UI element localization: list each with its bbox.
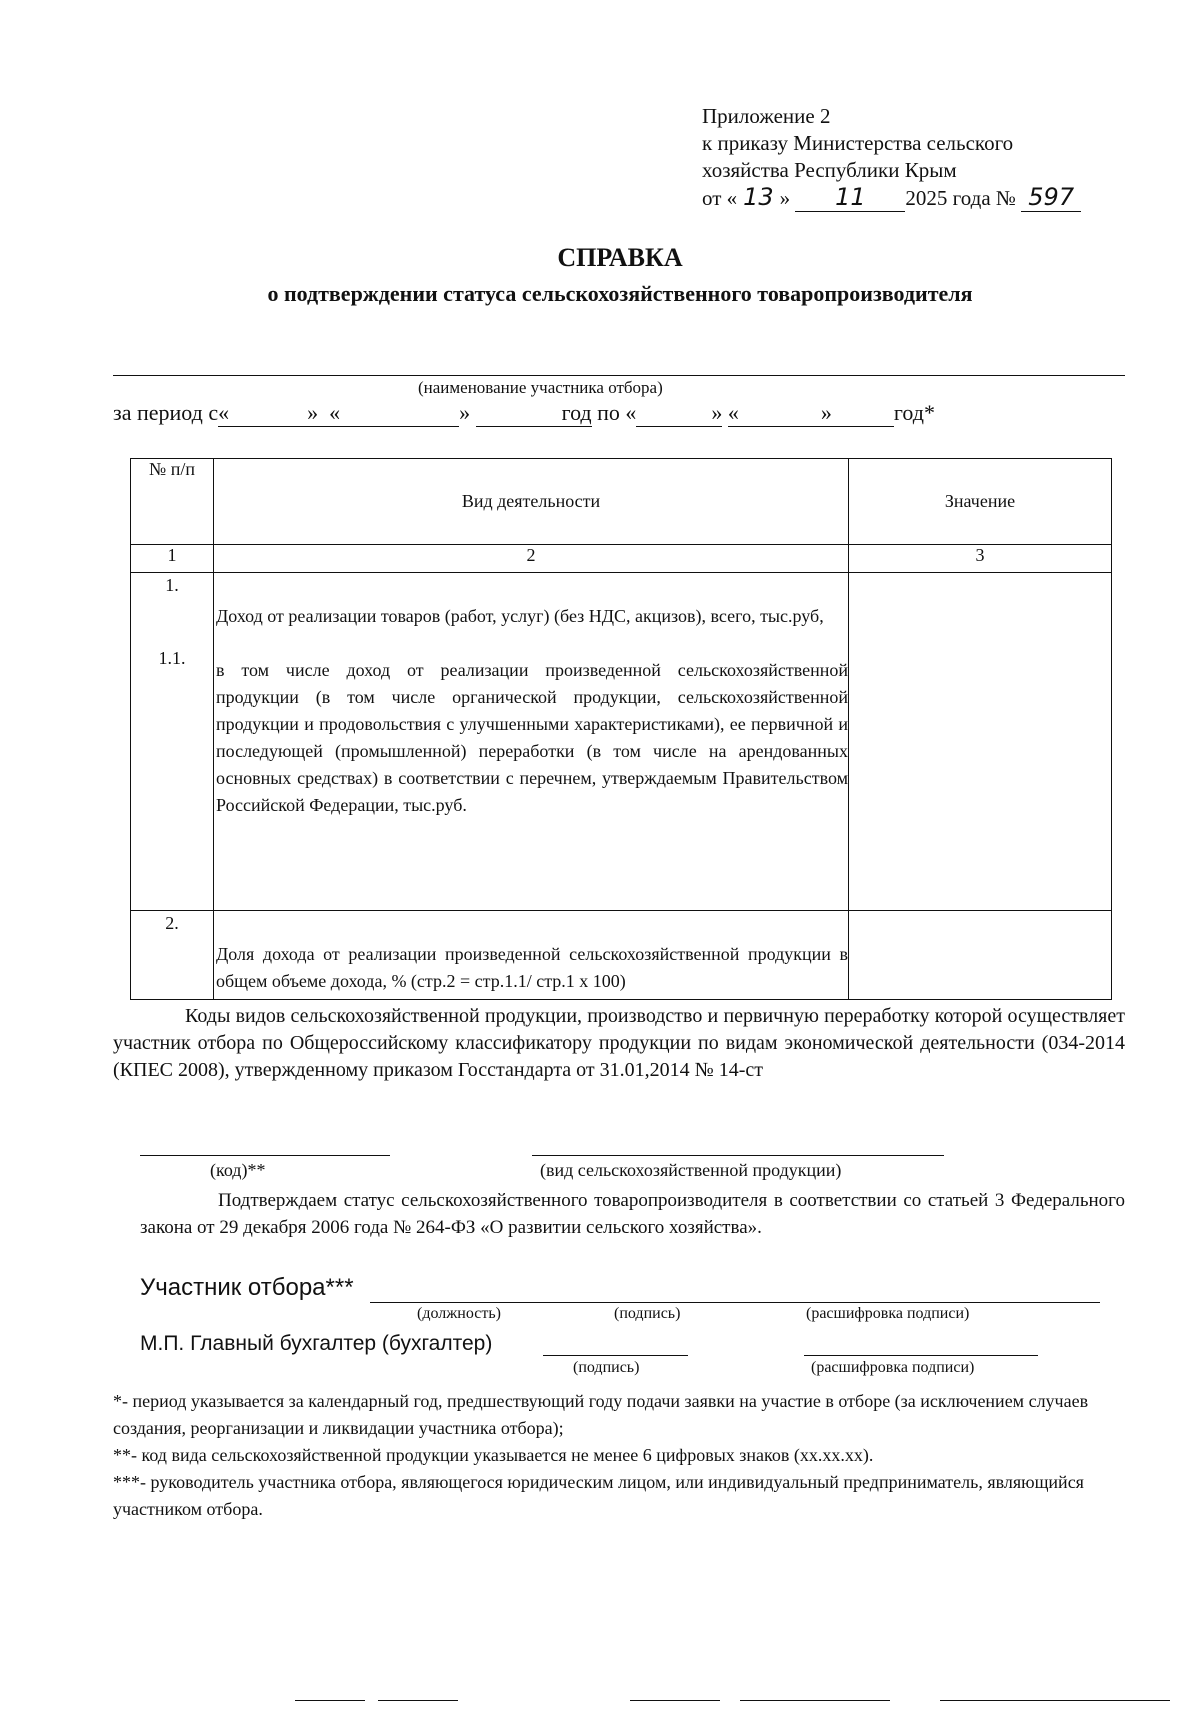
period-to-day-field: » [636,400,722,427]
row-text-total-income: Доход от реализации товаров (работ, услуг) (без НДС, акцизов), всего, тыс.руб, [216,606,824,626]
participant-caption: (наименование участника отбора) [418,378,663,397]
period-from-day-field: « [218,400,307,427]
row-text-income-share: Доля дохода от реализации произведенной сельскохозяйственной продукции в общем объеме дохода, % (стр.2 = стр.1.1/ стр.1 х 100) [216,944,848,991]
table-row [131,911,1112,1000]
participant-name-line [113,375,1125,376]
period-line: за период с« » « » год по « » « » год* [113,400,935,425]
handwritten-month: 11 [795,184,905,212]
scan-artifact-line [740,1700,890,1701]
period-to-year-field [832,400,894,427]
appendix-date-line: от « 13 » 11 2025 года № 597 [702,184,1081,212]
header-value: Значение [849,459,1112,545]
codes-paragraph: Коды видов сельскохозяйственной продукции, производство и первичную переработку которой осуществляет участник отбора по Общероссийскому классификатору продукции по видам экономической деятельности (034-2014 (КПЕС 2008), утвержденному приказом Госстандарта от 31.01,2014 № 14-ст [113,1005,1125,1081]
accountant-label: М.П. Главный бухгалтер (бухгалтер) [140,1332,493,1355]
footnote-2: **- код вида сельскохозяйственной продукции указывается не менее 6 цифровых знаков (хх.хх.хх). [113,1445,874,1465]
confirmation-paragraph: Подтверждаем статус сельскохозяйственного товаропроизводителя в соответствии со статьей 3 Федерального закона от 29 декабря 2006 года № 264-ФЗ «О развитии сельского хозяйства». [140,1190,1125,1238]
row-value-cell [849,911,1112,1000]
product-caption: (вид сельскохозяйственной продукции) [540,1160,842,1180]
scan-artifact-line [295,1700,365,1701]
accountant-signature-line [543,1355,688,1356]
header-activity: Вид деятельности [214,459,849,545]
scan-artifact-line [378,1700,458,1701]
position-caption: (должность) [417,1305,501,1322]
period-god-label: год [561,400,592,425]
handwritten-day: 13 [743,183,774,211]
row-value-cell [849,573,1112,911]
row-number: 1. [165,575,179,595]
period-from-month-field: « [329,400,459,427]
code-caption: (код)** [210,1160,266,1180]
income-table [130,458,1112,1000]
handwritten-number: 597 [1021,184,1081,212]
code-line [140,1155,390,1156]
appendix-line-3: хозяйства Республики Крым [702,158,957,182]
document-title: СПРАВКА [557,243,683,272]
appendix-header [702,103,1081,212]
header-num: № п/п [131,459,214,545]
signature-caption: (подпись) [614,1305,681,1322]
decode-caption: (расшифровка подписи) [806,1305,970,1322]
scan-artifact-line [940,1700,1170,1701]
scan-artifact-line [630,1700,720,1701]
period-from-year-field [476,400,562,427]
table-column-numbers-row: 1 2 3 [131,545,1112,573]
footnote-3: ***- руководитель участника отбора, являющегося юридическим лицом, или индивидуальный предприниматель, являющийся участником отбора. [113,1472,1084,1519]
decode-caption-2: (расшифровка подписи) [811,1359,975,1376]
document-subtitle: о подтверждении статуса сельскохозяйственного товаропроизводителя [267,281,973,306]
footnotes [113,1388,1125,1523]
product-line [532,1155,944,1156]
table-header-row [131,459,1112,545]
row-number: 2. [165,913,179,933]
table-row [131,573,1112,911]
period-to-month-field: » [752,400,832,427]
period-god-end-label: год* [893,400,935,425]
participant-signature-line [370,1302,1100,1303]
row-text-agri-income: в том числе доход от реализации произведенной сельскохозяйственной продукции (в том числе органической продукции, сельскохозяйственной продукции и продовольствия с улучшенными характеристиками), ее первичной и последующей (промышленной) переработки (в том числе на арендованных основных средствах) в соответствии с перечнем, утверждаемым Правительством Российской Федерации, тыс.руб. [216,660,848,815]
footnote-1: *- период указывается за календарный год, предшествующий году подачи заявки на участие в отборе (за исключением случаев создания, реорганизации и ликвидации участника отбора); [113,1391,1089,1438]
accountant-decode-line [804,1355,1038,1356]
signature-caption-2: (подпись) [573,1359,640,1376]
participant-label: Участник отбора*** [140,1274,354,1301]
appendix-line-1: Приложение 2 [702,104,831,128]
row-number: 1.1. [158,648,186,668]
appendix-line-2: к приказу Министерства сельского [702,131,1014,155]
